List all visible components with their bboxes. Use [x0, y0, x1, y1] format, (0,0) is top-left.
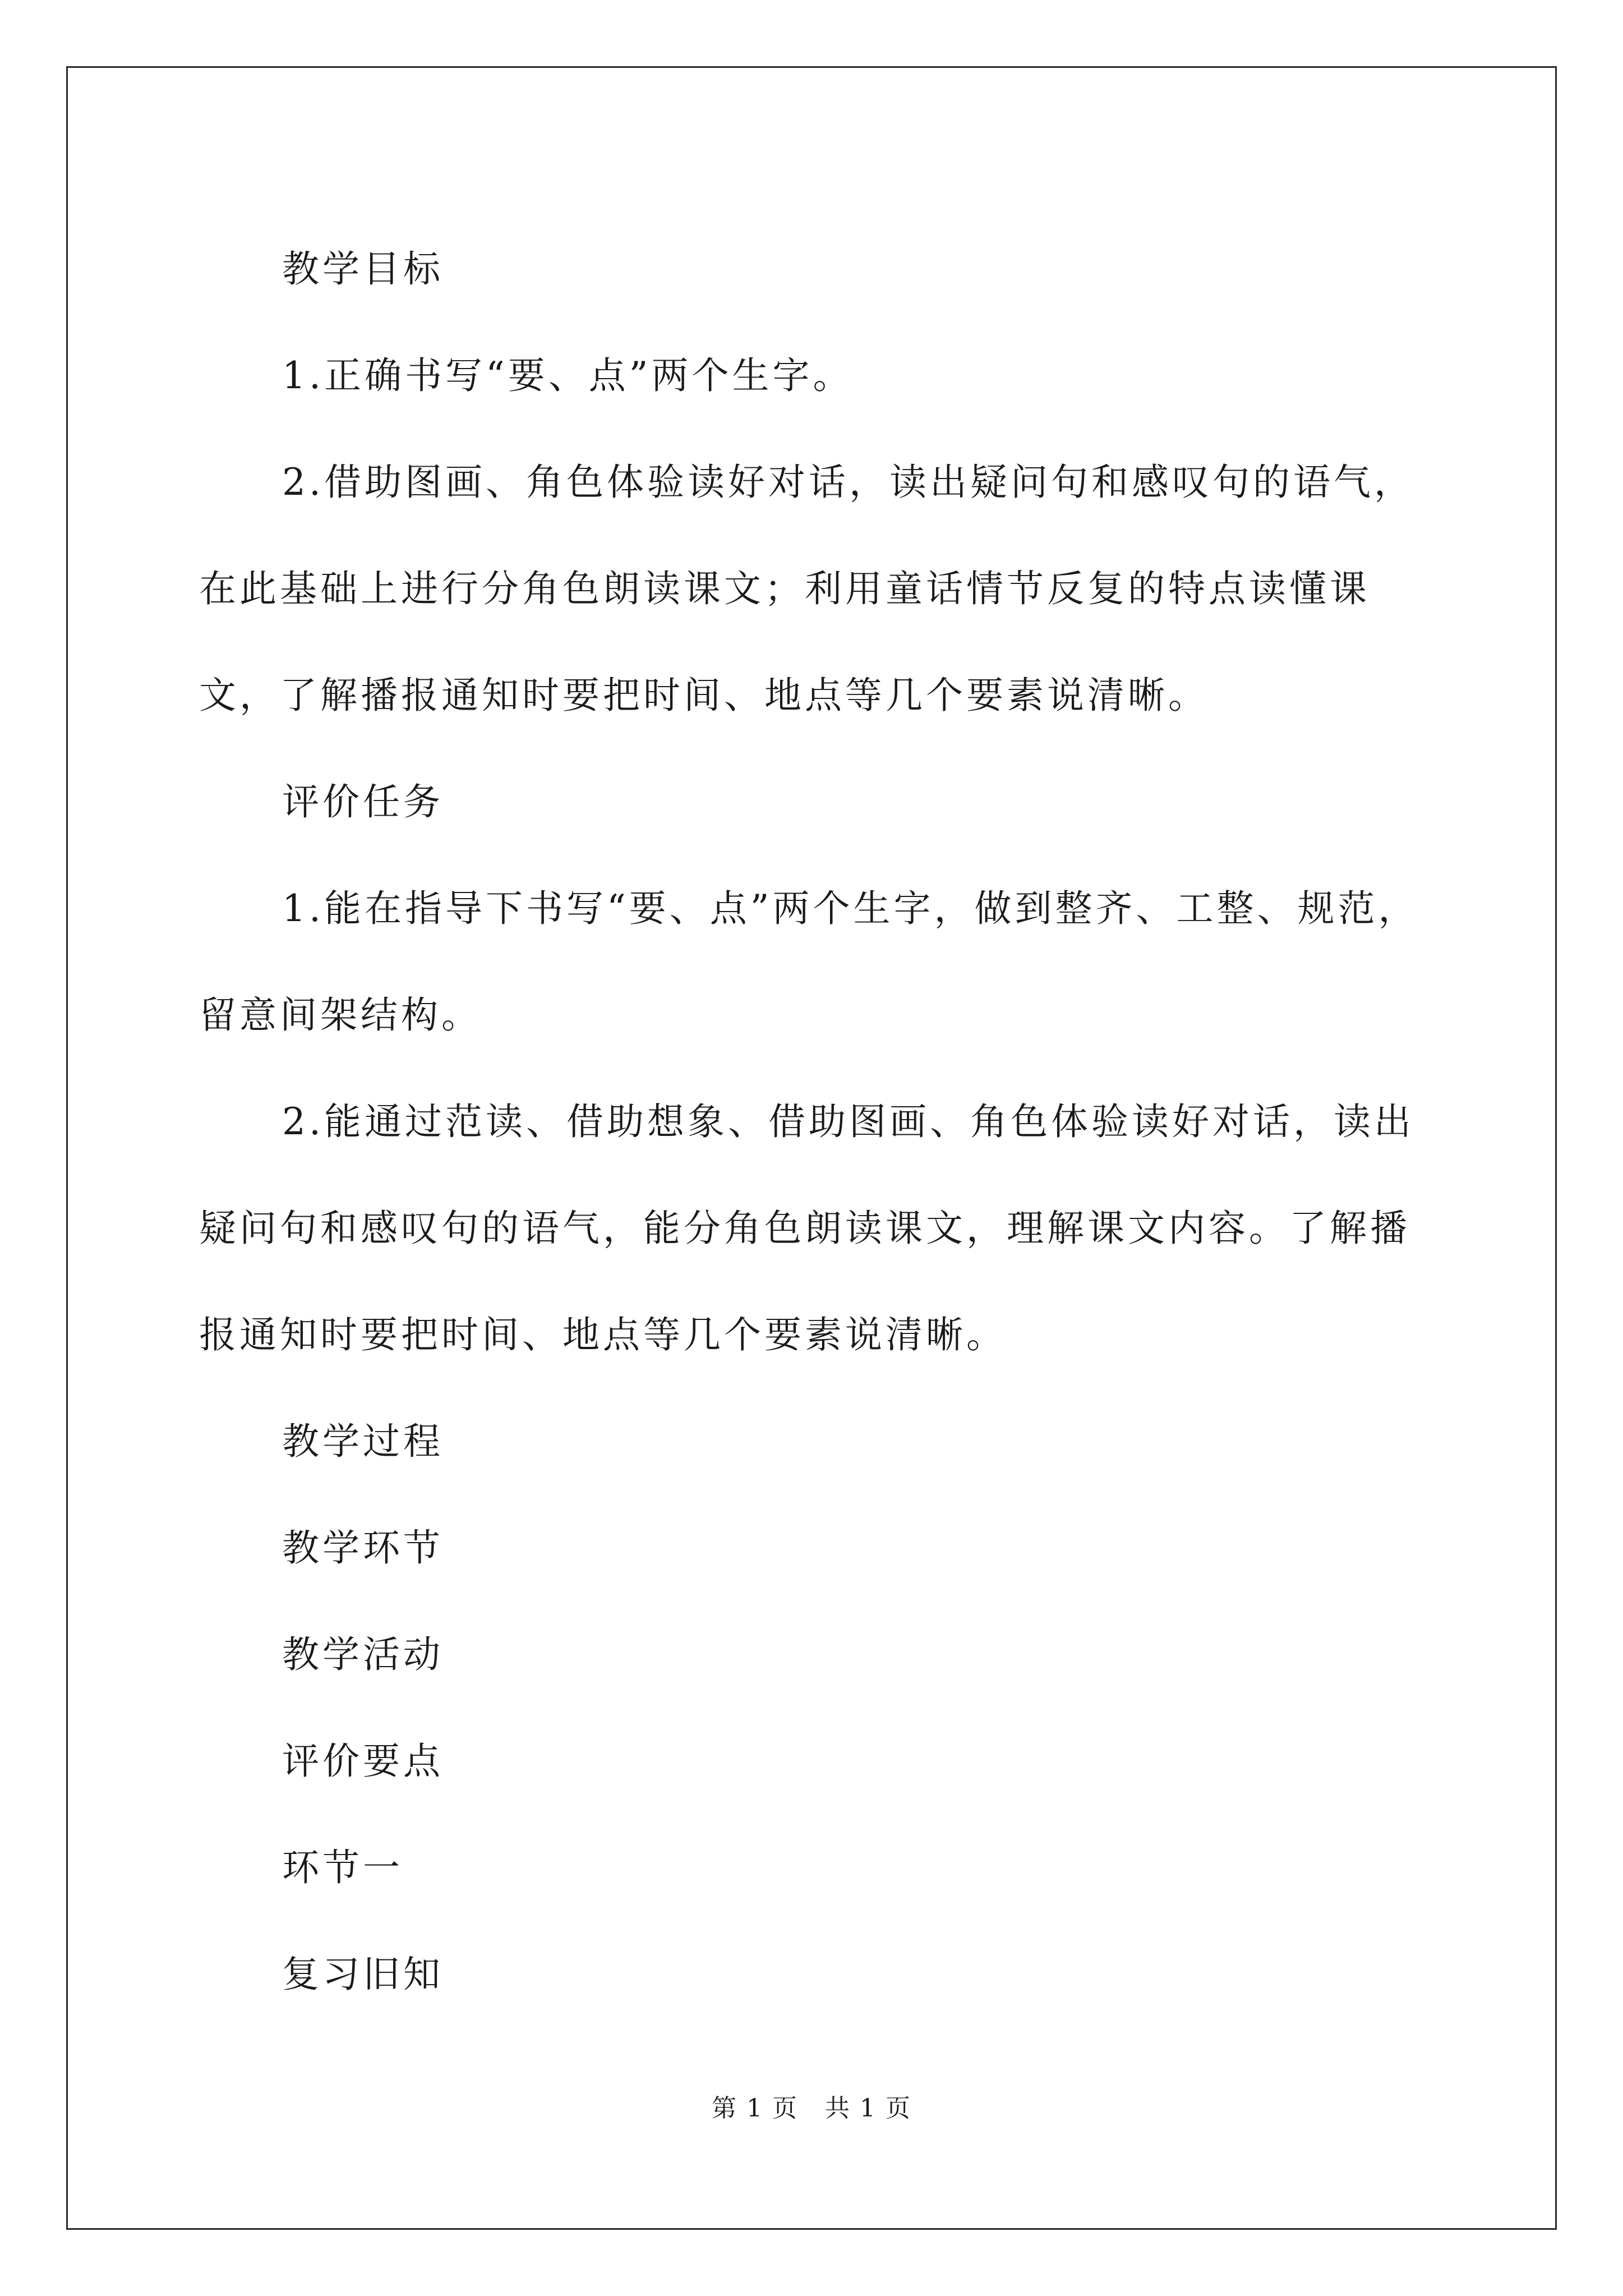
label-teaching-stage: 教学环节 — [282, 1526, 444, 1570]
label-stage-one: 环节一 — [282, 1846, 403, 1889]
goal-item-1: 1.正确书写“要、点”两个生字。 — [282, 354, 854, 397]
document-body — [199, 216, 1441, 2028]
page-footer — [0, 2088, 1623, 2124]
heading-evaluation-tasks: 评价任务 — [282, 780, 444, 823]
page-total: 共 1 页 — [825, 2094, 911, 2123]
label-teaching-activity: 教学活动 — [282, 1633, 444, 1676]
heading-teaching-goals: 教学目标 — [282, 247, 444, 291]
task-item-2: 2.能通过范读、借助想象、借助图画、角色体验读好对话，读出疑问句和感叹句的语气，能分角色朗读课文，理解课文内容。了解播报通知时要把时间、地点等几个要素说清晰。 — [199, 1100, 1414, 1356]
page-number: 第 1 页 — [712, 2094, 798, 2123]
goal-item-2: 2.借助图画、角色体验读好对话，读出疑问句和感叹句的语气，在此基础上进行分角色朗读课文；利用童话情节反复的特点读懂课文，了解播报通知时要把时间、地点等几个要素说清晰。 — [199, 461, 1414, 717]
task-item-1: 1.能在指导下书写“要、点”两个生字，做到整齐、工整、规范，留意间架结构。 — [199, 887, 1419, 1037]
label-evaluation-points: 评价要点 — [282, 1740, 444, 1783]
heading-teaching-process: 教学过程 — [282, 1420, 444, 1463]
label-review: 复习旧知 — [282, 1953, 444, 1996]
